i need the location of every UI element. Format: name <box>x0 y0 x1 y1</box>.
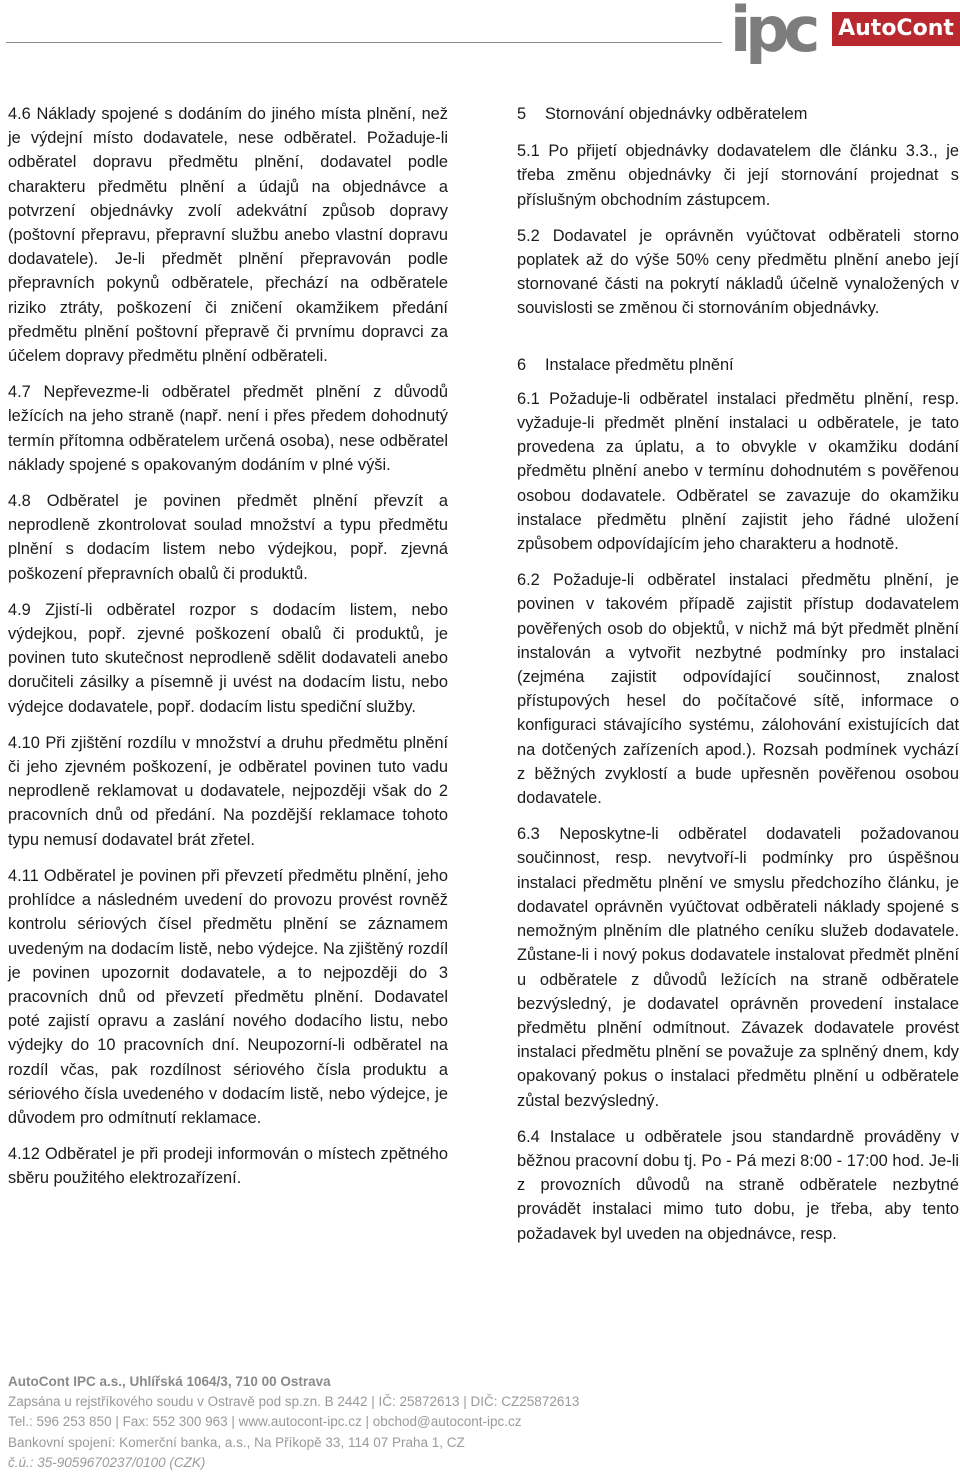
paragraph-5-2: 5.2 Dodavatel je oprávněn vyúčtovat odběrateli storno poplatek až do výše 50% ceny předmětu plnění anebo její stornované části na pokrytí nákladů účelně vynaložených v souvislosti se změnou či stornováním objednávky. <box>517 226 959 318</box>
autocont-ipc-logo <box>730 0 960 64</box>
paragraph-5-1: 5.1 Po přijetí objednávky dodavatelem dle článku 3.3., je třeba změnu objednávky či její stornování projednat s příslušným obchodním zástupcem. <box>517 142 959 209</box>
paragraph-4-12: 4.12 Odběratel je při prodeji informován o místech zpětného sběru použitého elektrozařízení. <box>8 1145 448 1188</box>
paragraph-4-10: 4.10 Při zjištění rozdílu v množství a druhu předmětu plnění či jeho zjevném poškození, je odběratel povinen tuto vadu neprodleně reklamovat u dodavatele, nejpozději však do 2 pracovních dnů od předání. Na pozdější reklamace tohoto typu nemusí dodavatel brát zřetel. <box>8 733 448 849</box>
paragraph-4-11: 4.11 Odběratel je povinen při převzetí předmětu plnění, jeho prohlídce a následném uvedení do provozu provést rovněž kontrolu sériových čísel předmětu plnění se záznamem uvedeným na dodacím listě, nebo výdejce. Na zjištěný rozdíl je povinen upozornit dodavatele, a to nejpozději do 3 pracovních dnů od převzetí předmětu plnění. Dodavatel poté zajistí opravu a zaslání nového dodacího listu, nebo výdejky do 10 pracovních dní. Neupozorní-li odběratel na rozdíl včas, pak rozdílnost sériového čísla produktu a sériového čísla uvedeného v dodacím listě, nebo výdejce, je důvodem pro odmítnutí reklamace. <box>8 866 448 1127</box>
footer-bank: Bankovní spojení: Komerční banka, a.s., Na Příkopě 33, 114 07 Praha 1, CZ <box>8 1434 465 1450</box>
footer-account: č.ú.: 35-9059670237/0100 (CZK) <box>8 1454 206 1470</box>
section-5-title: Stornování objednávky odběratelem <box>545 105 808 123</box>
section-6-title: Instalace předmětu plnění <box>545 355 734 374</box>
right-column <box>517 102 959 1258</box>
paragraph-4-7: 4.7 Nepřevezme-li odběratel předmět plnění z důvodů ležících na jeho straně (např. není i přes předem dohodnutý termín přítomna odběratelem určená osoba), nese odběratel náklady spojené s opakovaným dodáním v plné výši. <box>8 383 448 474</box>
section-6-heading <box>517 353 959 377</box>
logo-brand-badge: AutoCont <box>832 12 960 46</box>
section-5-number: 5 <box>517 105 527 123</box>
paragraph-6-4: 6.4 Instalace u odběratele jsou standardně prováděny v běžnou pracovní dobu tj. Po - Pá mezi 8:00 - 17:00 hod. Je-li z provozních důvodů na straně odběratele nezbytné provádět instalaci mimo tuto dobu, je třeba, aby tento požadavek byl uveden na objednávce, resp. <box>517 1127 959 1243</box>
header-divider <box>6 42 722 43</box>
paragraph-4-8: 4.8 Odběratel je povinen předmět plnění převzít a neprodleně zkontrolovat soulad množství a typu předmětu plnění s dodacím listem nebo výdejkou, popř. zjevná poškození přepravních obalů či produktů. <box>8 492 448 583</box>
section-6-number: 6 <box>517 355 527 374</box>
footer-contact: Tel.: 596 253 850 | Fax: 552 300 963 | www.autocont-ipc.cz | obchod@autocont-ipc.cz <box>8 1414 522 1430</box>
footer-company: AutoCont IPC a.s., Uhlířská 1064/3, 710 00 Ostrava <box>8 1374 331 1389</box>
section-5-heading <box>517 102 959 126</box>
paragraph-6-1: 6.1 Požaduje-li odběratel instalaci předmětu plnění, resp. vyžaduje-li předmět plnění instalaci u odběratele, je tato provedena za úplatu, a to obvykle v okamžiku dodání předmětu plnění anebo v termínu dohodnutém s pověřenou osobou dodavatele. Odběratel se zavazuje do okamžiku instalace předmětu plnění zajistit jeho řádné uložení způsobem odpovídajícím jeho charakteru a hodnotě. <box>517 389 959 554</box>
footer-registry: Zapsána u rejstříkového soudu v Ostravě pod sp.zn. B 2442 | IČ: 25872613 | DIČ: CZ25872613 <box>8 1394 580 1410</box>
paragraph-4-9: 4.9 Zjistí-li odběratel rozpor s dodacím listem, nebo výdejkou, popř. zjevné poškození obalů či produktů, je povinen tuto skutečnost neprodleně sdělit dodavateli anebo doručiteli zásilky a písemně ji uvést na dodacím listu, nebo výdejce dodavatele, popř. dodacím listu spediční služby. <box>8 600 448 716</box>
logo-ipc-text: ipc <box>730 0 815 66</box>
paragraph-6-3: 6.3 Neposkytne-li odběratel dodavateli požadovanou součinnost, resp. nevytvoří-li podmínky pro úspěšnou instalaci předmětu plnění ve smyslu předchozího článku, je dodavatel oprávněn vyúčtovat odběrateli náklady spojené s nemožným plněním dle platného ceníku služeb dodavatele. Zůstane-li i nový pokus dodavatele instalovat předmět plnění u odběratele z důvodů ležících na straně odběratele bezvýsledný, je dodavatel oprávněn provedení instalace předmětu plnění odmítnout. Závazek dodavatele provést instalaci předmětu plnění se považuje za splněný dnem, kdy opakovaný pokus o instalaci předmětu plnění u odběratele zůstal bezvýsledný. <box>517 825 959 1110</box>
paragraph-4-6: 4.6 Náklady spojené s dodáním do jiného místa plnění, než je výdejní místo dodavatele, nese odběratel. Požaduje-li odběratel dopravu předmětu plnění, dodavatel podle charakteru předmětu plnění a údajů na objednávce a potvrzení objednávky zvolí adekvátní způsob dopravy (poštovní přepravu, přepravní službu anebo vlastní dopravu dodavatele). Je-li předmět plnění přepravován podle přepravních pokynů odběratele, přechází na odběratele riziko ztráty, poškození či zničení okamžikem předání předmětu plnění poštovní přepravě či prvnímu dopravci za účelem dopravy předmětu plnění odběrateli. <box>8 105 448 366</box>
left-column <box>8 102 448 1203</box>
paragraph-6-2: 6.2 Požaduje-li odběratel instalaci předmětu plnění, je povinen v takovém případě zajistit přístup dodavatelem pověřených osob do objektů, v nichž má být předmět plnění instalován a vytvořit nezbytné podmínky pro instalaci (zejména zajistit odpovídající součinnost, znalost přístupových hesel do počítačové sítě, informace o konfiguraci stávajícího systému, zálohování existujících dat na dotčených zařízeních apod.). Rozsah podmínek vychází z běžných zvyklostí a bude upřesněn pověřenou osobou dodavatele. <box>517 571 959 808</box>
page-footer <box>8 1372 938 1473</box>
